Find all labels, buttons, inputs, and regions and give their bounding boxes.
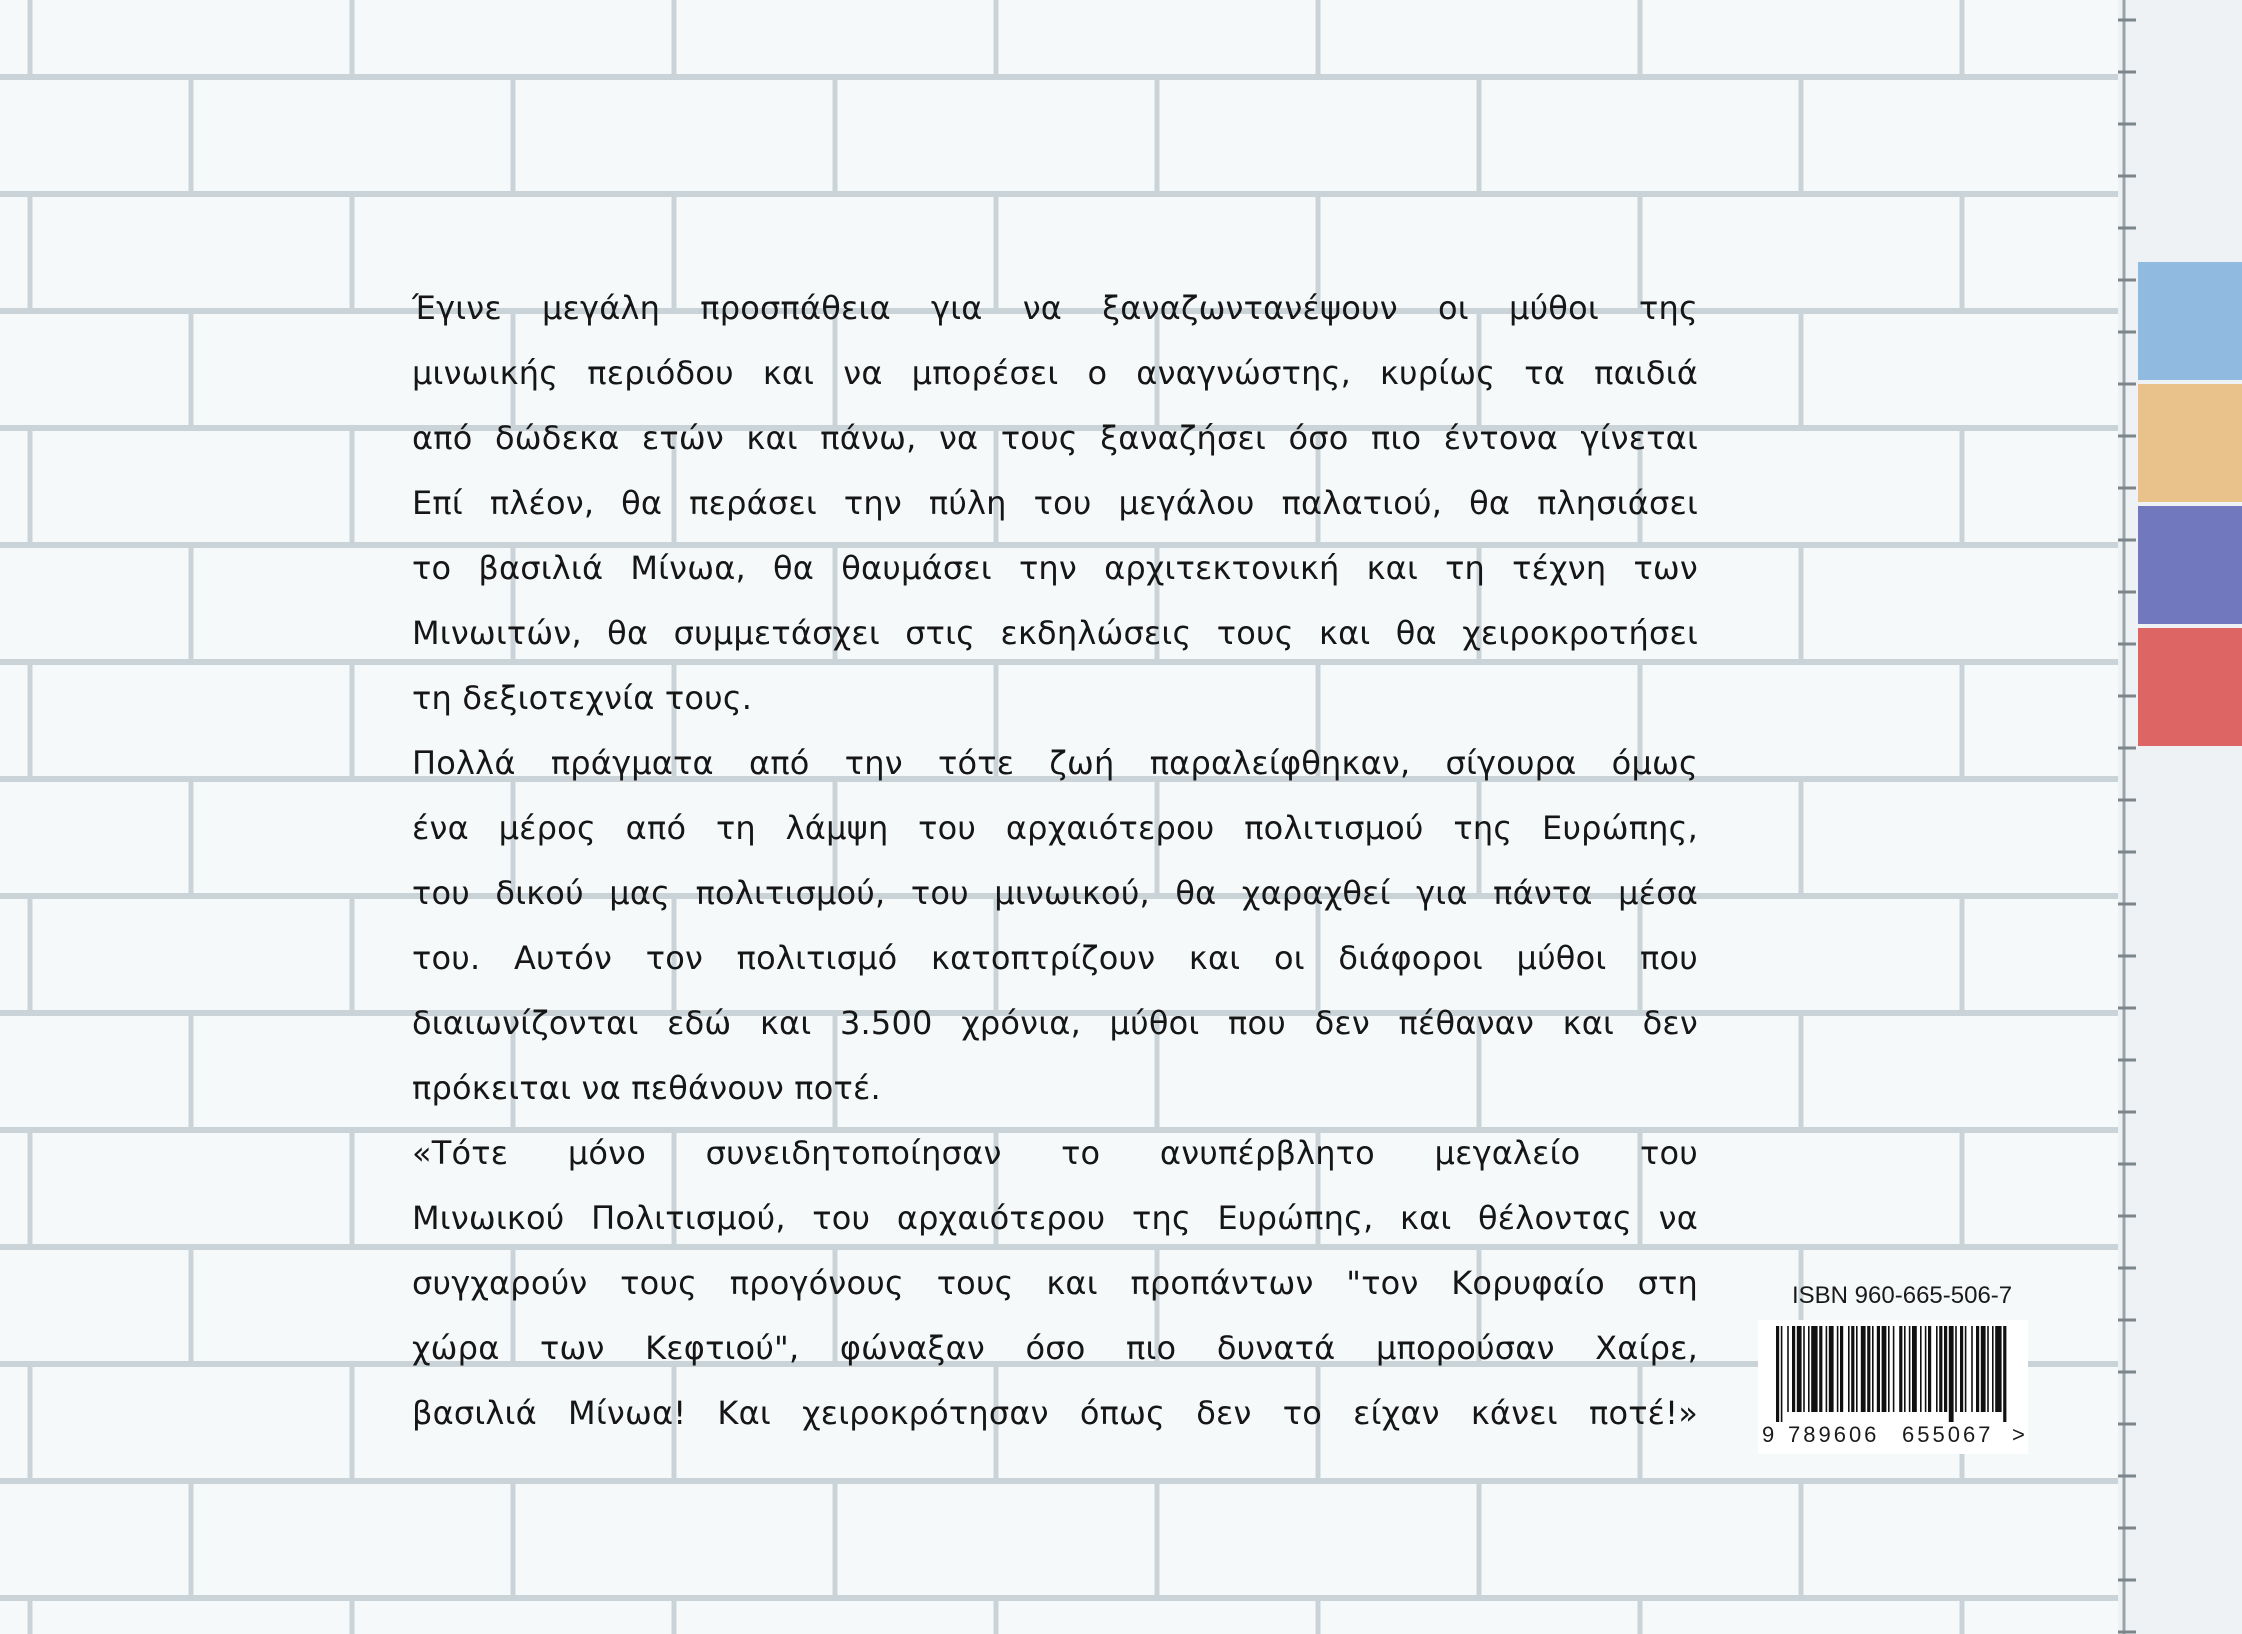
barcode-bar — [1955, 1326, 1957, 1412]
barcode-bar — [1944, 1326, 1947, 1412]
barcode-bar — [1848, 1326, 1850, 1412]
barcode-end-mark: > — [2012, 1422, 2025, 1447]
barcode-bar — [1893, 1326, 1895, 1412]
blurb-line: το βασιλιά Μίνωα, θα θαυμάσει την αρχιτεκτονική και τη τέχνη των — [412, 549, 1698, 587]
barcode-bar — [1971, 1326, 1973, 1412]
blurb-line: Πολλά πράγματα από την τότε ζωή παραλείφθηκαν, σίγουρα όμως — [412, 744, 1698, 782]
barcode-left-group: 789606 — [1788, 1422, 1880, 1447]
blurb-line: του δικού μας πολιτισμού, του μινωικού, θα χαραχθεί για πάντα μέσα — [412, 874, 1698, 912]
barcode-bar — [1829, 1326, 1834, 1412]
barcode-bar — [1965, 1326, 1967, 1412]
barcode-bar — [1826, 1326, 1828, 1412]
barcode-bar — [1808, 1326, 1810, 1412]
barcode-bar — [1792, 1326, 1795, 1412]
spine-color-tab — [2138, 384, 2242, 502]
barcode-bar — [1837, 1326, 1839, 1412]
blurb-line: χώρα των Κεφτιού", φώναξαν όσο πιο δυνατά μπορούσαν Χαίρε, — [412, 1329, 1698, 1367]
barcode-bar — [1888, 1326, 1890, 1412]
blurb-line: τη δεξιοτεχνία τους. — [412, 679, 753, 717]
barcode-right-group: 655067 — [1902, 1422, 1994, 1447]
barcode-bar — [1787, 1326, 1789, 1412]
barcode-bar — [1797, 1326, 1802, 1412]
barcode-bar — [1803, 1326, 1805, 1412]
barcode-bar — [1939, 1326, 1942, 1412]
blurb-line: Έγινε μεγάλη προσπάθεια για να ξαναζωντανέψουν οι μύθοι της — [412, 289, 1698, 327]
barcode-bar — [1840, 1326, 1843, 1412]
barcode-bar — [1819, 1326, 1822, 1412]
isbn-label: ISBN 960-665-506-7 — [1792, 1282, 2013, 1309]
barcode-bar — [1867, 1326, 1870, 1412]
barcode-bar — [1981, 1326, 1986, 1412]
barcode-bar — [1904, 1326, 1906, 1412]
barcode-bar — [1912, 1326, 1917, 1412]
blurb-line: ένα μέρος από τη λάμψη του αρχαιότερου πολιτισμού της Ευρώπης, — [412, 809, 1698, 847]
spine-color-tab — [2138, 506, 2242, 624]
barcode-bar — [1949, 1326, 1954, 1422]
blurb-text — [412, 276, 1698, 1446]
book-spine-edge — [2118, 0, 2242, 1634]
barcode-bar — [1811, 1326, 1817, 1412]
barcode-bar — [1899, 1326, 1902, 1412]
blurb-line: συγχαρούν τους προγόνους τους και προπάντων "τον Κορυφαίο στη — [412, 1264, 1698, 1302]
blurb-line: μινωικής περιόδου και να μπορέσει ο αναγνώστης, κυρίως τα παιδιά — [412, 354, 1698, 392]
blurb-line: βασιλιά Μίνωα! Και χειροκρότησαν όπως δεν το είχαν κάνει ποτέ!» — [412, 1394, 1698, 1432]
blurb-line: Επί πλέον, θα περάσει την πύλη του μεγάλου παλατιού, θα πλησιάσει — [412, 484, 1698, 522]
blurb-line: πρόκειται να πεθάνουν ποτέ. — [412, 1069, 881, 1107]
barcode-bar — [1960, 1326, 1963, 1412]
barcode-bar — [1987, 1326, 1989, 1412]
barcode-bar — [1976, 1326, 1979, 1412]
barcode-bar — [1995, 1326, 2001, 1412]
barcode-bar — [1992, 1326, 1994, 1412]
blurb-line: Μινωικού Πολιτισμού, του αρχαιότερου της Ευρώπης, και θέλοντας να — [412, 1199, 1698, 1237]
barcode-first-digit: 9 — [1762, 1422, 1775, 1447]
barcode-bar — [1776, 1326, 1779, 1422]
blurb-line: από δώδεκα ετών και πάνω, να τους ξαναζήσει όσο πιο έντονα γίνεται — [412, 419, 1698, 457]
blurb-line: του. Αυτόν τον πολιτισμό κατοπτρίζουν και οι διάφοροι μύθοι που — [412, 939, 1698, 977]
barcode-bar — [2003, 1326, 2006, 1422]
barcode-bar — [1920, 1326, 1922, 1412]
barcode-bar — [1851, 1326, 1854, 1412]
barcode-bar — [1936, 1326, 1938, 1412]
blurb-line: Μινωιτών, θα συμμετάσχει στις εκδηλώσεις τους και θα χειροκροτήσει — [412, 614, 1698, 652]
barcode-bar — [1925, 1326, 1927, 1412]
blurb-line: «Τότε μόνο συνειδητοποίησαν το ανυπέρβλητο μεγαλείο του — [412, 1134, 1698, 1172]
barcode-bars — [1776, 1326, 2012, 1422]
barcode-bar — [1877, 1326, 1880, 1412]
barcode-bar — [1882, 1326, 1887, 1412]
barcode-bar — [1856, 1326, 1858, 1412]
barcode-bar — [1872, 1326, 1874, 1412]
barcode-bar — [1909, 1326, 1911, 1412]
isbn-block — [1758, 1282, 2038, 1454]
barcode-bar — [1861, 1326, 1866, 1412]
barcode-bar — [1928, 1326, 1931, 1412]
barcode-bar — [1781, 1326, 1783, 1422]
spine-color-tab — [2138, 628, 2242, 746]
blurb-line: διαιωνίζονται εδώ και 3.500 χρόνια, μύθοι που δεν πέθαναν και δεν — [412, 1004, 1698, 1042]
spine-background — [2118, 0, 2242, 1634]
barcode — [1758, 1320, 2028, 1454]
spine-color-tab — [2138, 262, 2242, 380]
